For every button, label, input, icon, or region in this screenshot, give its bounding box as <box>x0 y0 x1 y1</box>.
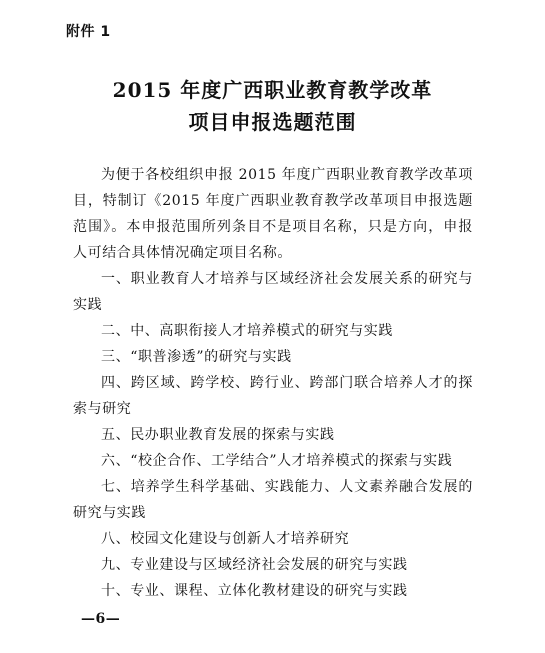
topic-item-7: 七、培养学生科学基础、实践能力、人文素养融合发展的研究与实践 <box>73 479 473 521</box>
intro-paragraph: 为便于各校组织申报 2015 年度广西职业教育教学改革项目，特制订《2015 年度广西职业教育教学改革项目申报选题范围》。本申报范围所列条目不是项目名称，只是方向，申报人可结合具体情况确定项目名称。 <box>73 167 473 261</box>
topic-item-3: 三、“职普渗透”的研究与实践 <box>101 349 292 365</box>
document-body <box>73 162 473 604</box>
topic-item-8: 八、校园文化建设与创新人才培养研究 <box>101 531 350 547</box>
topic-item-9: 九、专业建设与区域经济社会发展的研究与实践 <box>101 557 408 573</box>
attachment-label: 附件 1 <box>66 24 111 40</box>
topic-item-1: 一、职业教育人才培养与区域经济社会发展关系的研究与实践 <box>73 271 473 313</box>
topic-item-6: 六、“校企合作、工学结合”人才培养模式的探索与实践 <box>101 453 453 469</box>
topic-item-5: 五、民办职业教育发展的探索与实践 <box>101 427 335 443</box>
document-title-line-1: 2015 年度广西职业教育教学改革 <box>112 78 433 102</box>
page-number: —6— <box>81 611 121 627</box>
topic-item-10: 十、专业、课程、立体化教材建设的研究与实践 <box>101 583 408 599</box>
topic-item-2: 二、中、高职衔接人才培养模式的研究与实践 <box>101 323 393 339</box>
topic-item-4: 四、跨区域、跨学校、跨行业、跨部门联合培养人才的探索与研究 <box>73 375 473 417</box>
topic-list <box>73 266 473 604</box>
document-title-line-2: 项目申报选题范围 <box>188 110 357 134</box>
